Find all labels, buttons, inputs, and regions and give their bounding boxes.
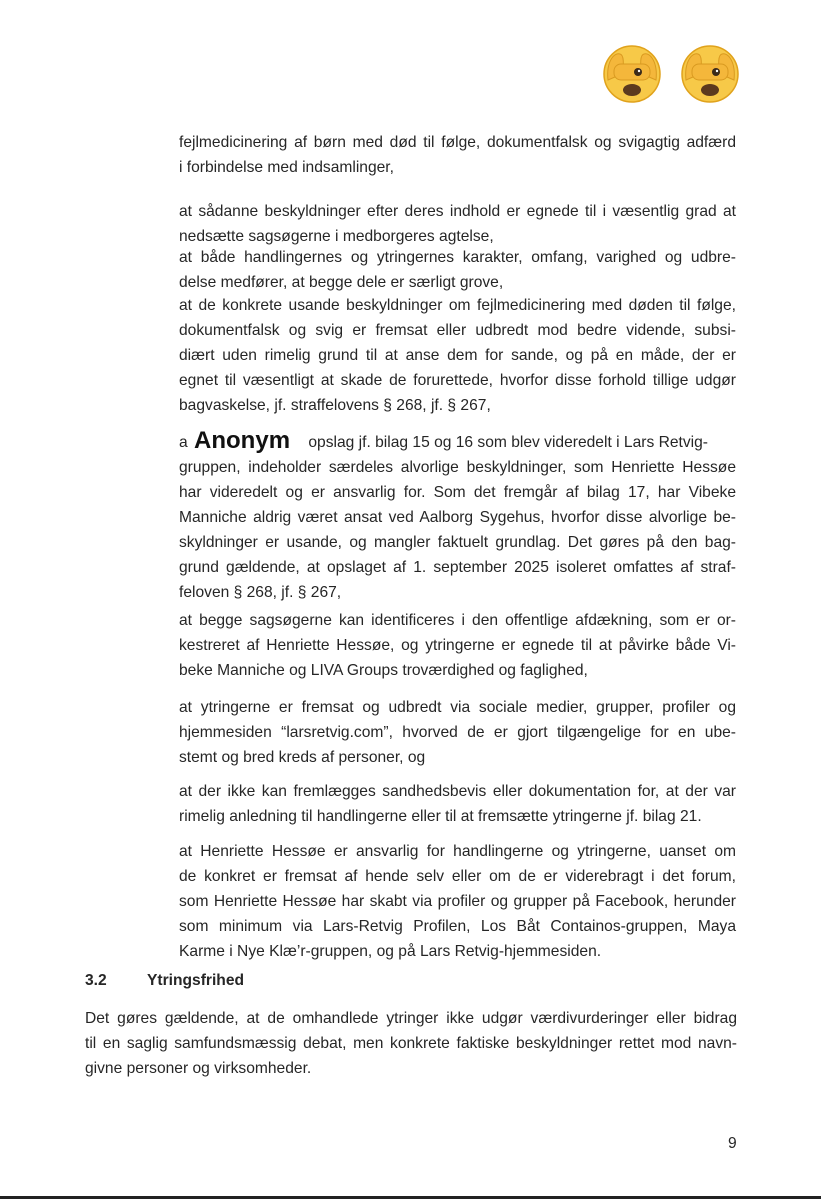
paragraph-6 [179,608,736,683]
section-body [85,1006,737,1081]
text-line: som Henriette Hessøe har skabt via profiler og grupper på Facebook, herunder [179,893,736,910]
text-line: som minimum via Lars-Retvig Profilen, Los Båt Containos-gruppen, Maya [179,918,736,935]
face-with-hand-over-eyes-icon [600,40,664,104]
paragraph-5 [179,428,736,605]
text-line: delse medfører, at begge dele er særligt grove, [179,274,504,291]
text-line: Karme i Nye Klæ’r-gruppen, og på Lars Retvig-hjemmesiden. [179,943,602,960]
page-number: 9 [728,1135,737,1152]
text-line: at sådanne beskyldninger efter deres indhold er egnede til i væsentlig grad at [179,203,736,220]
paragraph-8 [179,779,736,829]
paragraph-3 [179,245,736,295]
text-line: nedsætte sagsøgerne i medborgeres agtelse, [179,228,494,245]
text-line: Manniche aldrig været ansat ved Aalborg Sygehus, hvorfor disse alvorlige be- [179,509,736,526]
text-line: kestreret af Henriette Hessøe, og ytringerne er egnede til at påvirke både Vi- [179,637,736,654]
text-line: at Henriette Hessøe er ansvarlig for handlingerne og ytringerne, uanset om [179,843,736,860]
text-line: grund gældende, at opslaget af 1. september 2025 isoleret omfattes af straf- [179,559,736,576]
text-line: at ytringerne er fremsat og udbredt via sociale medier, grupper, profiler og [179,699,736,716]
text-fragment: opslag jf. bilag 15 og 16 som blev videredelt i Lars Retvig- [308,434,708,451]
text-prefix: a [179,434,188,451]
text-line: diært uden rimelig grund til at anse dem for sande, og på en måde, der er [179,347,736,364]
text-line: at både handlingernes og ytringernes karakter, omfang, varighed og udbre- [179,249,736,266]
text-line: beke Manniche og LIVA Groups troværdighed og faglighed, [179,662,588,679]
text-line: dokumentfalsk og svig er fremsat eller udbredt mod bedre vidende, subsi- [179,322,736,339]
text-line: hjemmesiden “larsretvig.com”, hvorved de er gjort tilgængelige for en ube- [179,724,736,741]
face-with-hand-over-eyes-icon [678,40,742,104]
text-line: gruppen, indeholder særdeles alvorlige beskyldninger, som Henriette Hessøe [179,459,736,476]
text-line: bagvaskelse, jf. straffelovens § 268, jf. § 267, [179,397,491,414]
text-line: at begge sagsøgerne kan identificeres i den offentlige afdækning, som er or- [179,612,736,629]
text-line: Det gøres gældende, at de omhandlede ytringer ikke udgør værdivurderinger eller bidrag [85,1010,737,1027]
text-line: feloven § 268, jf. § 267, [179,584,342,601]
text-line: skyldninger er usande, og mangler faktuelt grundlag. Det gøres på den bag- [179,534,736,551]
paragraph-1 [179,130,736,180]
text-line: de konkret er fremsat af hende selv eller om de er viderebragt i det forum, [179,868,736,885]
section-number: 3.2 [85,972,107,989]
bottom-edge-line [0,1196,821,1199]
section-title: Ytringsfrihed [147,972,245,989]
text-line [179,428,736,455]
redaction-label: Anonym [188,428,296,453]
text-line: at der ikke kan fremlægges sandhedsbevis eller dokumentation for, at der var [179,783,736,800]
text-line: fejlmedicinering af børn med død til følge, dokumentfalsk og svigagtig adfærd [179,134,736,151]
text-line: egnet til væsentligt at skade de forurettede, hvorfor disse forhold tillige udgør [179,372,736,389]
text-line: har videredelt og er ansvarlig for. Som det fremgår af bilag 17, har Vibeke [179,484,736,501]
text-line: givne personer og virksomheder. [85,1060,312,1077]
text-line: til en saglig samfundsmæssig debat, men konkrete faktiske beskyldninger rettet mod navn- [85,1035,737,1052]
paragraph-4 [179,293,736,418]
section-heading [85,972,244,990]
text-line: stemt og bred kreds af personer, og [179,749,426,766]
text-line: at de konkrete usande beskyldninger om fejlmedicinering med døden til følge, [179,297,736,314]
text-line: rimelig anledning til handlingerne eller til at fremsætte ytringerne jf. bilag 21. [179,808,702,825]
paragraph-7 [179,695,736,770]
paragraph-9 [179,839,736,964]
paragraph-2 [179,199,736,249]
emoji-row [600,40,742,104]
text-line: i forbindelse med indsamlinger, [179,159,394,176]
